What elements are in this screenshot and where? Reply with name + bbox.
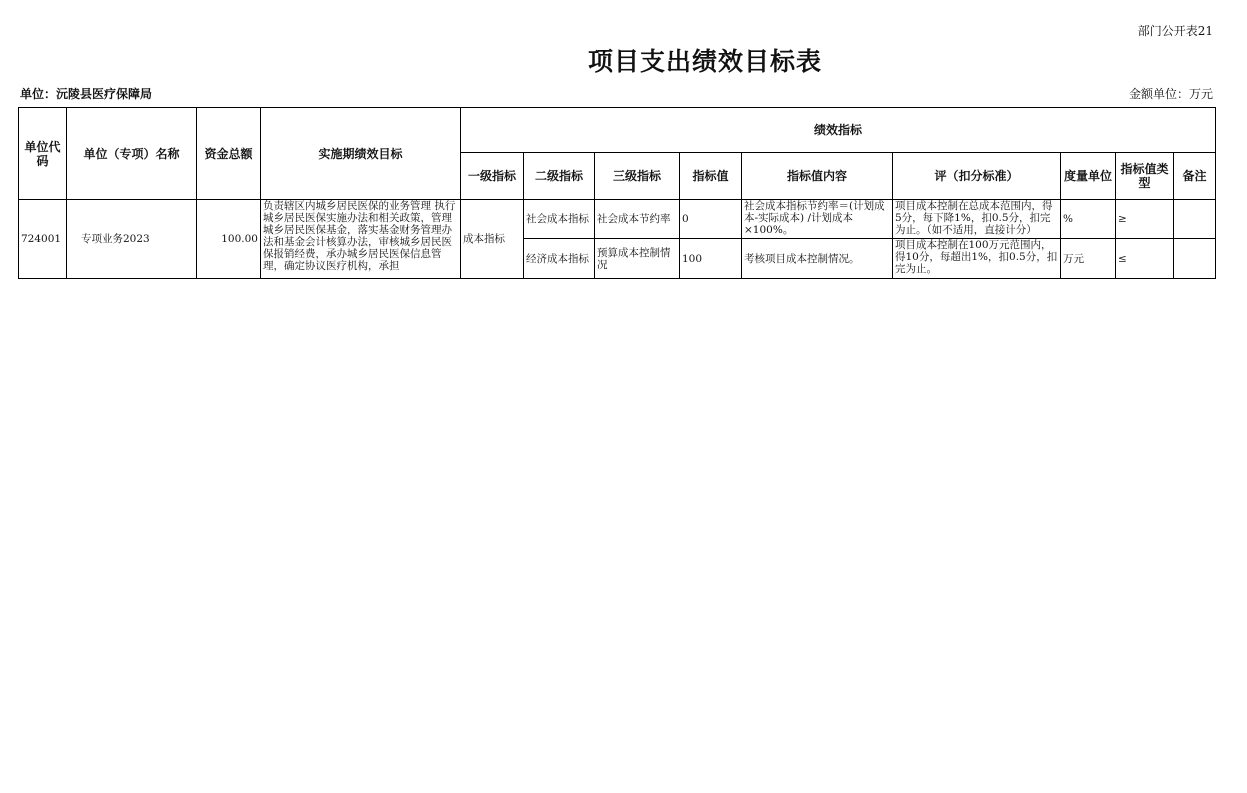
- page-title: 项目支出绩效目标表: [587, 47, 822, 76]
- scoring-text: 项目成本控制在100万元范围内，得10分，每超出1%，扣0.5分，扣完为止。: [895, 239, 1058, 275]
- header-measure-unit: 度量单位: [1061, 153, 1116, 200]
- measure-unit-cell: 万元: [1061, 239, 1116, 279]
- remark-cell: [1174, 239, 1216, 279]
- scoring-cell: [893, 239, 1061, 279]
- unit-name-cell: 专项业务2023: [67, 200, 197, 279]
- header-content: 指标值内容: [742, 153, 893, 200]
- content-cell: 考核项目成本控制情况。: [742, 239, 893, 279]
- header-level2: 二级指标: [524, 153, 595, 200]
- header-total-funds: 资金总额: [197, 108, 261, 200]
- unit-label: 单位：沅陵县医疗保障局: [20, 87, 153, 101]
- level2-cell: 社会成本指标: [524, 200, 595, 239]
- value-type-cell: ≥: [1116, 200, 1174, 239]
- scoring-cell: [893, 200, 1061, 239]
- header-scoring: 评（扣分标准）: [893, 153, 1061, 200]
- period-goal-cell: [261, 200, 461, 279]
- content-text: 社会成本指标节约率＝(计划成本-实际成本) /计划成本×100%。: [744, 200, 885, 236]
- level2-cell: 经济成本指标: [524, 239, 595, 279]
- header-level1: 一级指标: [461, 153, 524, 200]
- level1-cell: 成本指标: [461, 200, 524, 279]
- header-unit-name: 单位（专项）名称: [67, 108, 197, 200]
- header-period-goal: 实施期绩效目标: [261, 108, 461, 200]
- amount-unit-label: 金额单位：万元: [1128, 87, 1213, 101]
- period-goal-text: 负责辖区内城乡居民医保的业务管理 执行城乡居民医保实施办法和相关政策，管理城乡居民医保基金，落实基金财务管理办法和基金会计核算办法，审核城乡居民医保报销经费，承办城乡居民医保信息管理，确定协议医疗机构，承担: [263, 200, 456, 272]
- value-type-cell: ≤: [1116, 239, 1174, 279]
- level3-cell: 社会成本节约率: [595, 200, 680, 239]
- scoring-text: 项目成本控制在总成本范围内，得5分，每下降1%，扣0.5分，扣完为止。（如不适用，直接计分）: [895, 200, 1053, 236]
- header-unit-code: 单位代码: [19, 108, 67, 200]
- unit-code-cell: 724001: [19, 200, 67, 279]
- header-level3: 三级指标: [595, 153, 680, 200]
- header-indicators: 绩效指标: [461, 108, 1216, 153]
- header-value-type: 指标值类型: [1116, 153, 1174, 200]
- form-number: 部门公开表21: [1137, 24, 1213, 38]
- table-row: [19, 200, 1216, 239]
- header-value: 指标值: [680, 153, 742, 200]
- value-cell: 0: [680, 200, 742, 239]
- header-row-1: [19, 108, 1216, 153]
- level3-cell: 预算成本控制情况: [595, 239, 680, 279]
- total-funds-cell: 100.00: [197, 200, 261, 279]
- performance-target-table: [18, 107, 1216, 279]
- header-remark: 备注: [1174, 153, 1216, 200]
- content-cell: [742, 200, 893, 239]
- value-cell: 100: [680, 239, 742, 279]
- measure-unit-cell: %: [1061, 200, 1116, 239]
- remark-cell: [1174, 200, 1216, 239]
